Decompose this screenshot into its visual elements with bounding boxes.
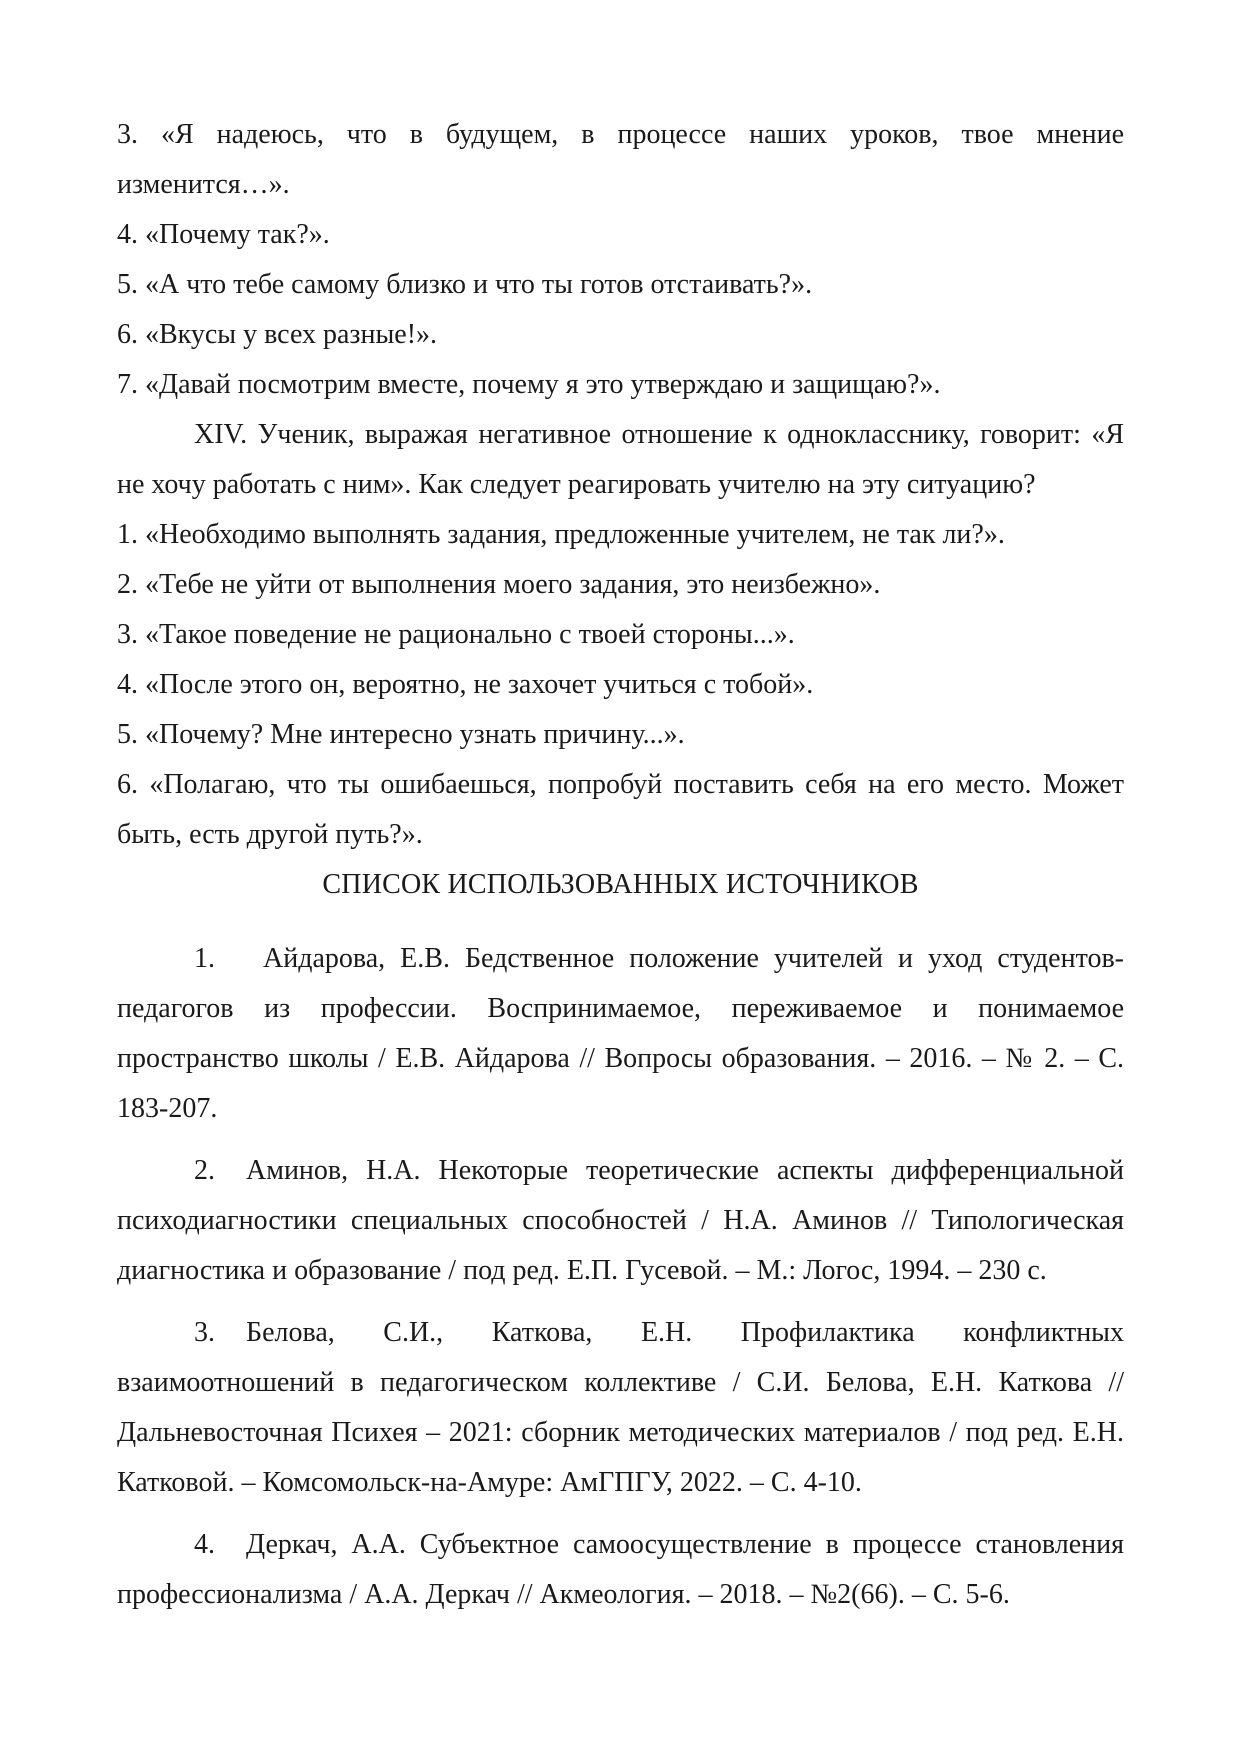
question-xiv: XIV. Ученик, выражая негативное отношение к однокласснику, говорит: «Я не хочу работать с ним». Как следует реагировать учителю на эту ситуацию?	[117, 419, 1124, 500]
answer-item: 7. «Давай посмотрим вместе, почему я это утверждаю и защищаю?».	[117, 369, 941, 400]
reference-number: 1.	[194, 943, 215, 974]
answer-item: 2. «Тебе не уйти от выполнения моего задания, это неизбежно».	[117, 569, 881, 600]
reference-number: 4.	[194, 1529, 215, 1560]
reference-text: Деркач, А.А. Субъектное самоосуществление в процессе становления профессионализма / А.А. Деркач // Акмеология. – 2018. – №2(66). – С. 5-6.	[117, 1529, 1124, 1610]
answer-item: 4. «После этого он, вероятно, не захочет учиться с тобой».	[117, 669, 814, 700]
answer-list-xiii	[117, 110, 1124, 410]
reference-number: 2.	[194, 1155, 215, 1186]
reference-item	[117, 934, 1124, 1134]
answer-item: 5. «Почему? Мне интересно узнать причину...».	[117, 719, 685, 750]
answer-item: 4. «Почему так?».	[117, 219, 330, 250]
reference-text: Айдарова, Е.В. Бедственное положение учителей и уход студентов-педагогов из профессии. Воспринимаемое, переживаемое и понимаемое пространство школы / Е.В. Айдарова // Вопросы образования. – 2016. – № 2. – С. 183-207.	[117, 943, 1124, 1124]
references-heading: СПИСОК ИСПОЛЬЗОВАННЫХ ИСТОЧНИКОВ	[322, 869, 919, 900]
answer-item: 6. «Вкусы у всех разные!».	[117, 319, 438, 350]
reference-item	[117, 1520, 1124, 1620]
reference-number: 3.	[194, 1317, 215, 1348]
references-list	[117, 934, 1124, 1620]
reference-text: Белова, С.И., Каткова, Е.Н. Профилактика конфликтных взаимоотношений в педагогическом коллективе / С.И. Белова, Е.Н. Каткова // Дальневосточная Психея – 2021: сборник методических материалов / под ред. Е.Н. Катковой. – Комсомольск-на-Амуре: АмГПГУ, 2022. – С. 4-10.	[117, 1317, 1124, 1498]
reference-text: Аминов, Н.А. Некоторые теоретические аспекты дифференциальной психодиагностики специальных способностей / Н.А. Аминов // Типологическая диагностика и образование / под ред. Е.П. Гусевой. – М.: Логос, 1994. – 230 с.	[117, 1155, 1124, 1286]
answer-item: 3. «Такое поведение не рационально с твоей стороны...».	[117, 619, 795, 650]
reference-item	[117, 1308, 1124, 1508]
answer-item: 5. «А что тебе самому близко и что ты готов отстаивать?».	[117, 269, 813, 300]
answer-item: 1. «Необходимо выполнять задания, предложенные учителем, не так ли?».	[117, 519, 1005, 550]
answer-item: 3. «Я надеюсь, что в будущем, в процессе наших уроков, твое мнение изменится…».	[117, 119, 1124, 200]
answer-item: 6. «Полагаю, что ты ошибаешься, попробуй поставить себя на его место. Может быть, есть другой путь?».	[117, 769, 1124, 850]
answer-list-xiv	[117, 510, 1124, 860]
reference-item	[117, 1146, 1124, 1296]
